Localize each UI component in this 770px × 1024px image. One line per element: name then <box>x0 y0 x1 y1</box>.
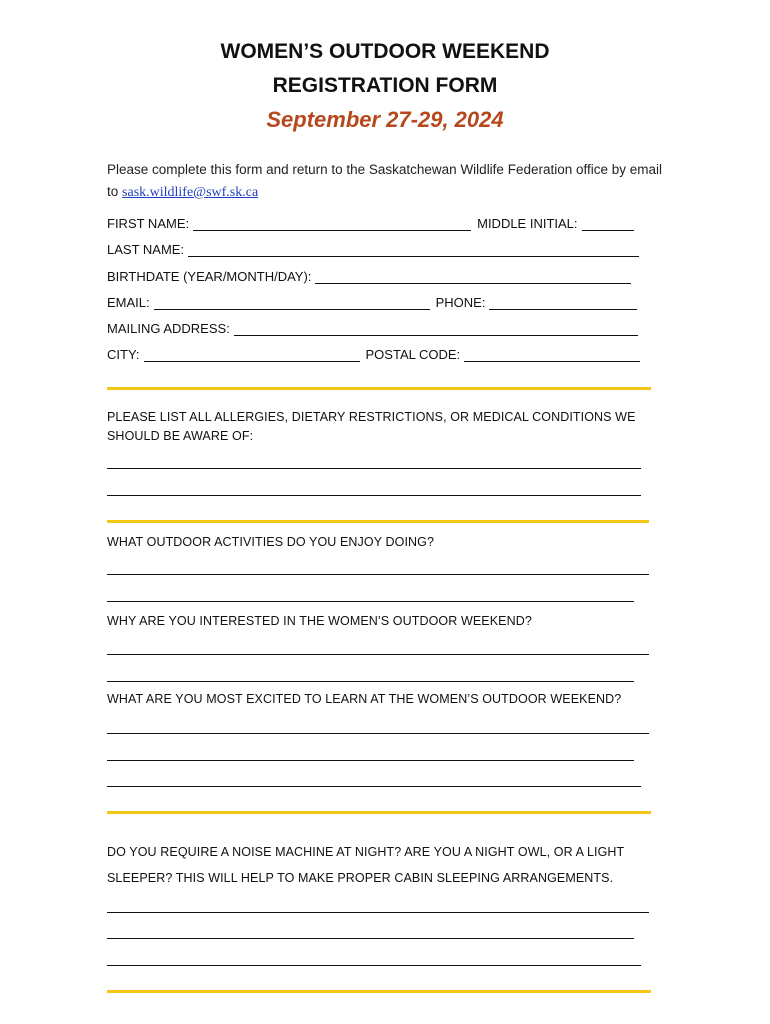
answer-line-activities-2[interactable] <box>107 601 634 602</box>
row-email-phone <box>107 290 643 310</box>
email-field[interactable] <box>154 295 430 310</box>
question-allergies-line1: PLEASE LIST ALL ALLERGIES, DIETARY RESTRICTIONS, OR MEDICAL CONDITIONS WE <box>107 410 636 424</box>
middle-initial-field[interactable] <box>582 216 634 231</box>
birthdate-label: BIRTHDATE (YEAR/MONTH/DAY): <box>107 269 312 284</box>
birthdate-field[interactable] <box>315 269 631 284</box>
mailing-address-label: MAILING ADDRESS: <box>107 321 230 336</box>
section-separator <box>107 990 651 993</box>
answer-line-excited-3[interactable] <box>107 786 641 787</box>
mailing-address-field[interactable] <box>234 321 638 336</box>
first-name-label: FIRST NAME: <box>107 216 190 231</box>
last-name-field[interactable] <box>188 242 639 257</box>
question-allergies <box>107 408 636 446</box>
phone-field[interactable] <box>489 295 637 310</box>
question-activities: WHAT OUTDOOR ACTIVITIES DO YOU ENJOY DOING? <box>107 535 435 549</box>
answer-line-activities-1[interactable] <box>107 574 649 575</box>
form-title-line1: WOMEN’S OUTDOOR WEEKEND <box>220 40 550 63</box>
event-date: September 27-29, 2024 <box>266 107 504 132</box>
answer-line-sleep-3[interactable] <box>107 965 641 966</box>
answer-line-sleep-2[interactable] <box>107 938 634 939</box>
intro-text: Please complete this form and return to the Saskatchewan Wildlife Federation office by email to <box>107 162 663 199</box>
first-name-field[interactable] <box>193 216 471 231</box>
answer-line-allergies-1[interactable] <box>107 468 641 469</box>
city-field[interactable] <box>144 347 360 362</box>
question-excited: WHAT ARE YOU MOST EXCITED TO LEARN AT THE WOMEN’S OUTDOOR WEEKEND? <box>107 692 622 706</box>
middle-initial-label: MIDDLE INITIAL: <box>477 216 578 231</box>
question-sleep <box>107 839 624 891</box>
question-allergies-line2: SHOULD BE AWARE OF: <box>107 429 254 443</box>
email-label: EMAIL: <box>107 295 150 310</box>
question-sleep-line2: SLEEPER? THIS WILL HELP TO MAKE PROPER CABIN SLEEPING ARRANGEMENTS. <box>107 871 614 885</box>
phone-label: PHONE: <box>435 295 486 310</box>
email-link[interactable]: sask.wildlife@swf.sk.ca <box>122 185 259 200</box>
answer-line-interest-1[interactable] <box>107 654 649 655</box>
answer-line-excited-1[interactable] <box>107 733 649 734</box>
answer-line-excited-2[interactable] <box>107 760 634 761</box>
section-separator <box>107 387 651 390</box>
question-interest: WHY ARE YOU INTERESTED IN THE WOMEN’S OUTDOOR WEEKEND? <box>107 614 532 628</box>
section-separator <box>107 811 651 814</box>
last-name-label: LAST NAME: <box>107 242 185 257</box>
row-mailing-address <box>107 316 644 336</box>
answer-line-interest-2[interactable] <box>107 681 634 682</box>
city-label: CITY: <box>107 347 140 362</box>
question-sleep-line1: DO YOU REQUIRE A NOISE MACHINE AT NIGHT? ARE YOU A NIGHT OWL, OR A LIGHT <box>107 845 625 859</box>
row-birthdate <box>107 264 637 284</box>
postal-code-label: POSTAL CODE: <box>365 347 461 362</box>
answer-line-allergies-2[interactable] <box>107 495 641 496</box>
answer-line-sleep-1[interactable] <box>107 912 649 913</box>
row-first-name <box>107 211 640 231</box>
form-title-line2: REGISTRATION FORM <box>272 74 498 97</box>
intro-paragraph <box>107 159 677 204</box>
row-last-name <box>107 237 645 257</box>
postal-code-field[interactable] <box>464 347 640 362</box>
section-separator <box>107 520 649 523</box>
row-city-postal <box>107 342 646 362</box>
